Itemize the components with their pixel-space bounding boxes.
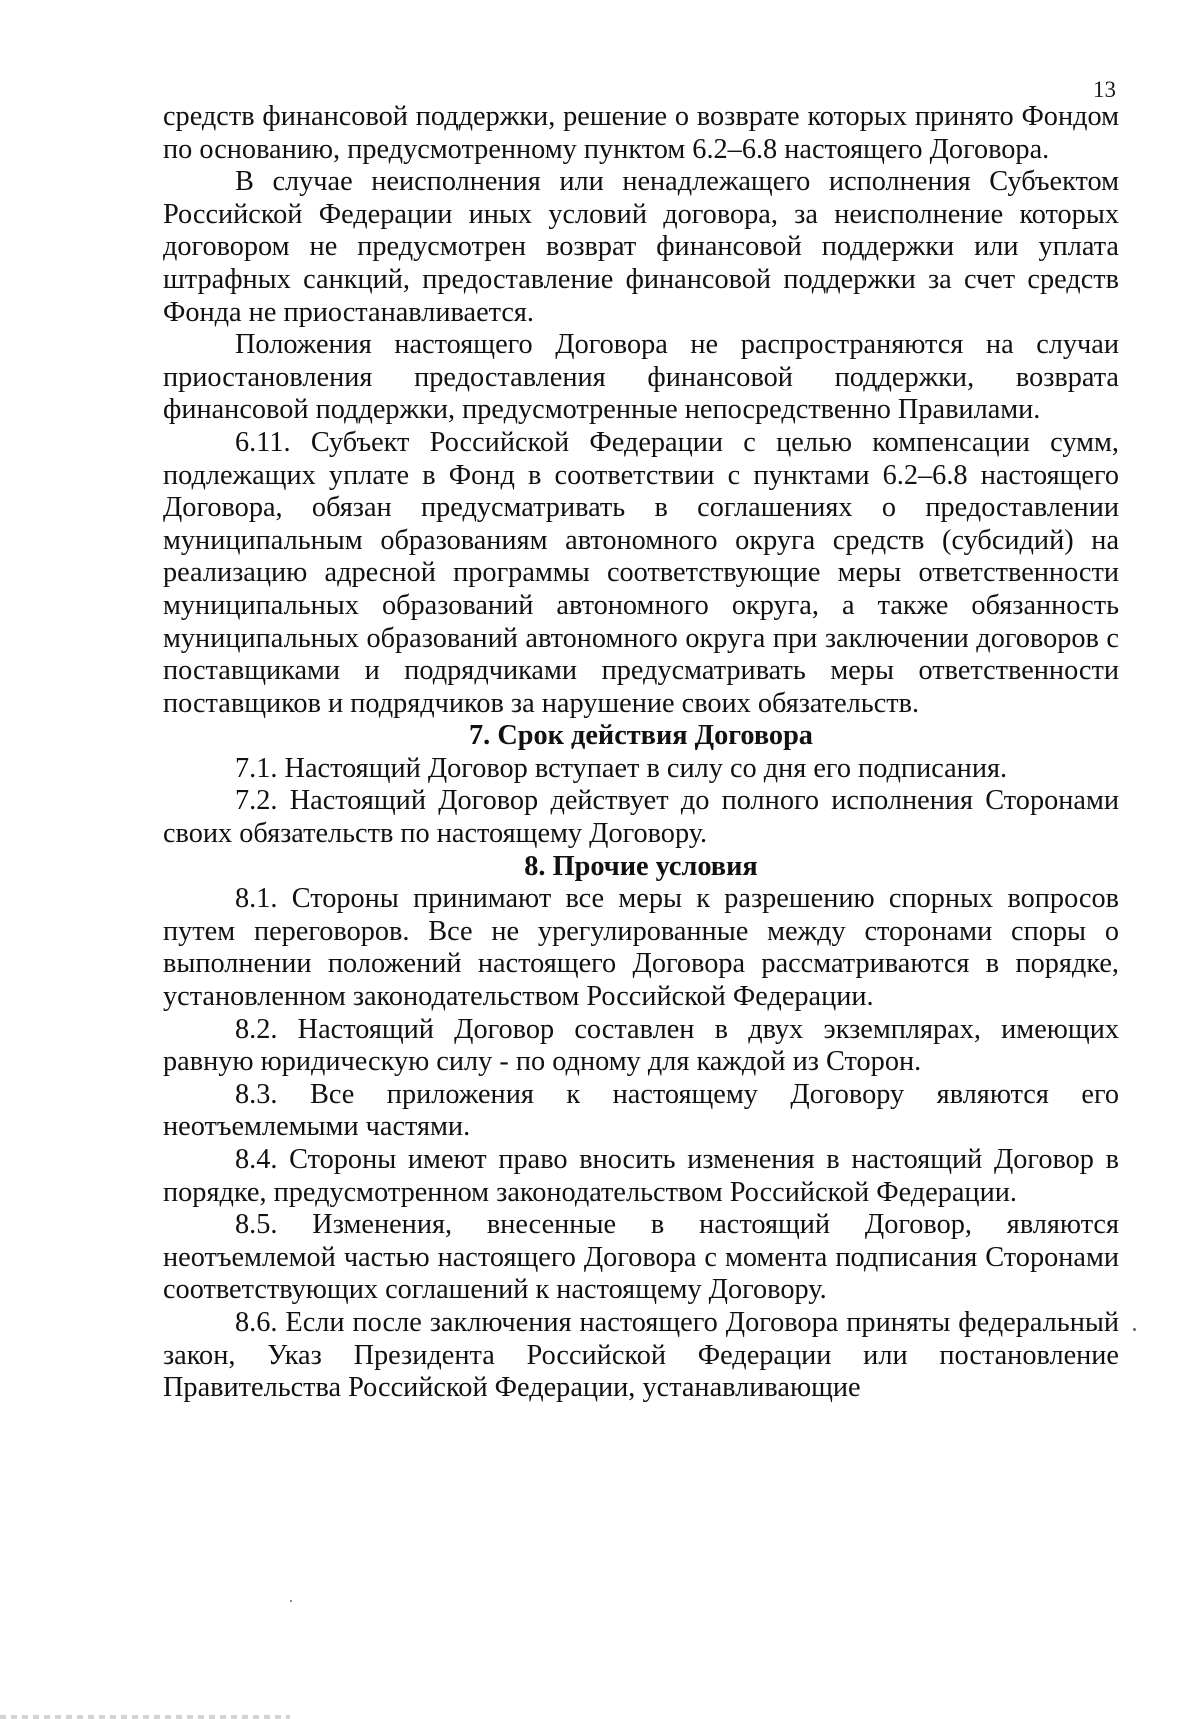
scan-speck: [1133, 1328, 1136, 1331]
clause-7-1: 7.1. Настоящий Договор вступает в силу со дня его подписания.: [235, 752, 1008, 784]
section-8-heading: 8. Прочие условия: [524, 850, 758, 882]
scan-speck: [290, 1600, 292, 1602]
clause-7-2: 7.2. Настоящий Договор действует до полного исполнения Сторонами своих обязательств по настоящему Договору.: [163, 785, 1119, 850]
scan-edge-artifact: [0, 1715, 290, 1719]
clause-8-3: 8.3. Все приложения к настоящему Договору являются его неотъемлемыми частями.: [163, 1078, 1119, 1143]
clause-8-6: 8.6. Если после заключения настоящего Договора приняты федеральный закон, Указ Президента Российской Федерации или постановление Правительства Российской Федерации, устанавливающие: [163, 1306, 1119, 1404]
clause-8-5: 8.5. Изменения, внесенные в настоящий Договор, являются неотъемлемой частью настоящего Договора с момента подписания Сторонами соответствующих соглашений к настоящему Договору.: [163, 1209, 1119, 1306]
paragraph-non-performance: В случае неисполнения или ненадлежащего исполнения Субъектом Российской Федерации иных условий договора, за неисполнение которых договором не предусмотрен возврат финансовой поддержки или уплата штрафных санкций, предоставление финансовой поддержки за счет средств Фонда не приостанавливается.: [163, 166, 1119, 328]
page-number: 13: [1093, 77, 1116, 102]
paragraph-exceptions: Положения настоящего Договора не распространяются на случаи приостановления предоставления финансовой поддержки, возврата финансовой поддержки, предусмотренные непосредственно Правилами.: [163, 329, 1119, 426]
section-7-heading: 7. Срок действия Договора: [469, 720, 813, 752]
paragraph-continuation: средств финансовой поддержки, решение о возврате которых принято Фондом по основанию, предусмотренному пунктом 6.2–6.8 настоящего Договора.: [163, 101, 1119, 165]
clause-8-4: 8.4. Стороны имеют право вносить изменения в настоящий Договор в порядке, предусмотренном законодательством Российской Федерации.: [163, 1144, 1119, 1208]
clause-6-11: 6.11. Субъект Российской Федерации с целью компенсации сумм, подлежащих уплате в Фонд в соответствии с пунктами 6.2–6.8 настоящего Договора, обязан предусматривать в соглашениях о предоставлении муниципальным образованиям автономного округа средств (субсидий) на реализацию адресной программы соответствующие меры ответственности муниципальных образований автономного округа, а также обязанность муниципальных образований автономного округа при заключении договоров с поставщиками и подрядчиками предусматривать меры ответственности поставщиков и подрядчиков за нарушение своих обязательств.: [163, 426, 1119, 719]
document-body: [163, 101, 1119, 1405]
clause-8-2: 8.2. Настоящий Договор составлен в двух экземплярах, имеющих равную юридическую силу - по одному для каждой из Сторон.: [163, 1013, 1119, 1078]
clause-8-1: 8.1. Стороны принимают все меры к разрешению спорных вопросов путем переговоров. Все не урегулированные между сторонами споры о выполнении положений настоящего Договора рассматриваются в порядке, установленном законодательством Российской Федерации.: [163, 883, 1119, 1013]
